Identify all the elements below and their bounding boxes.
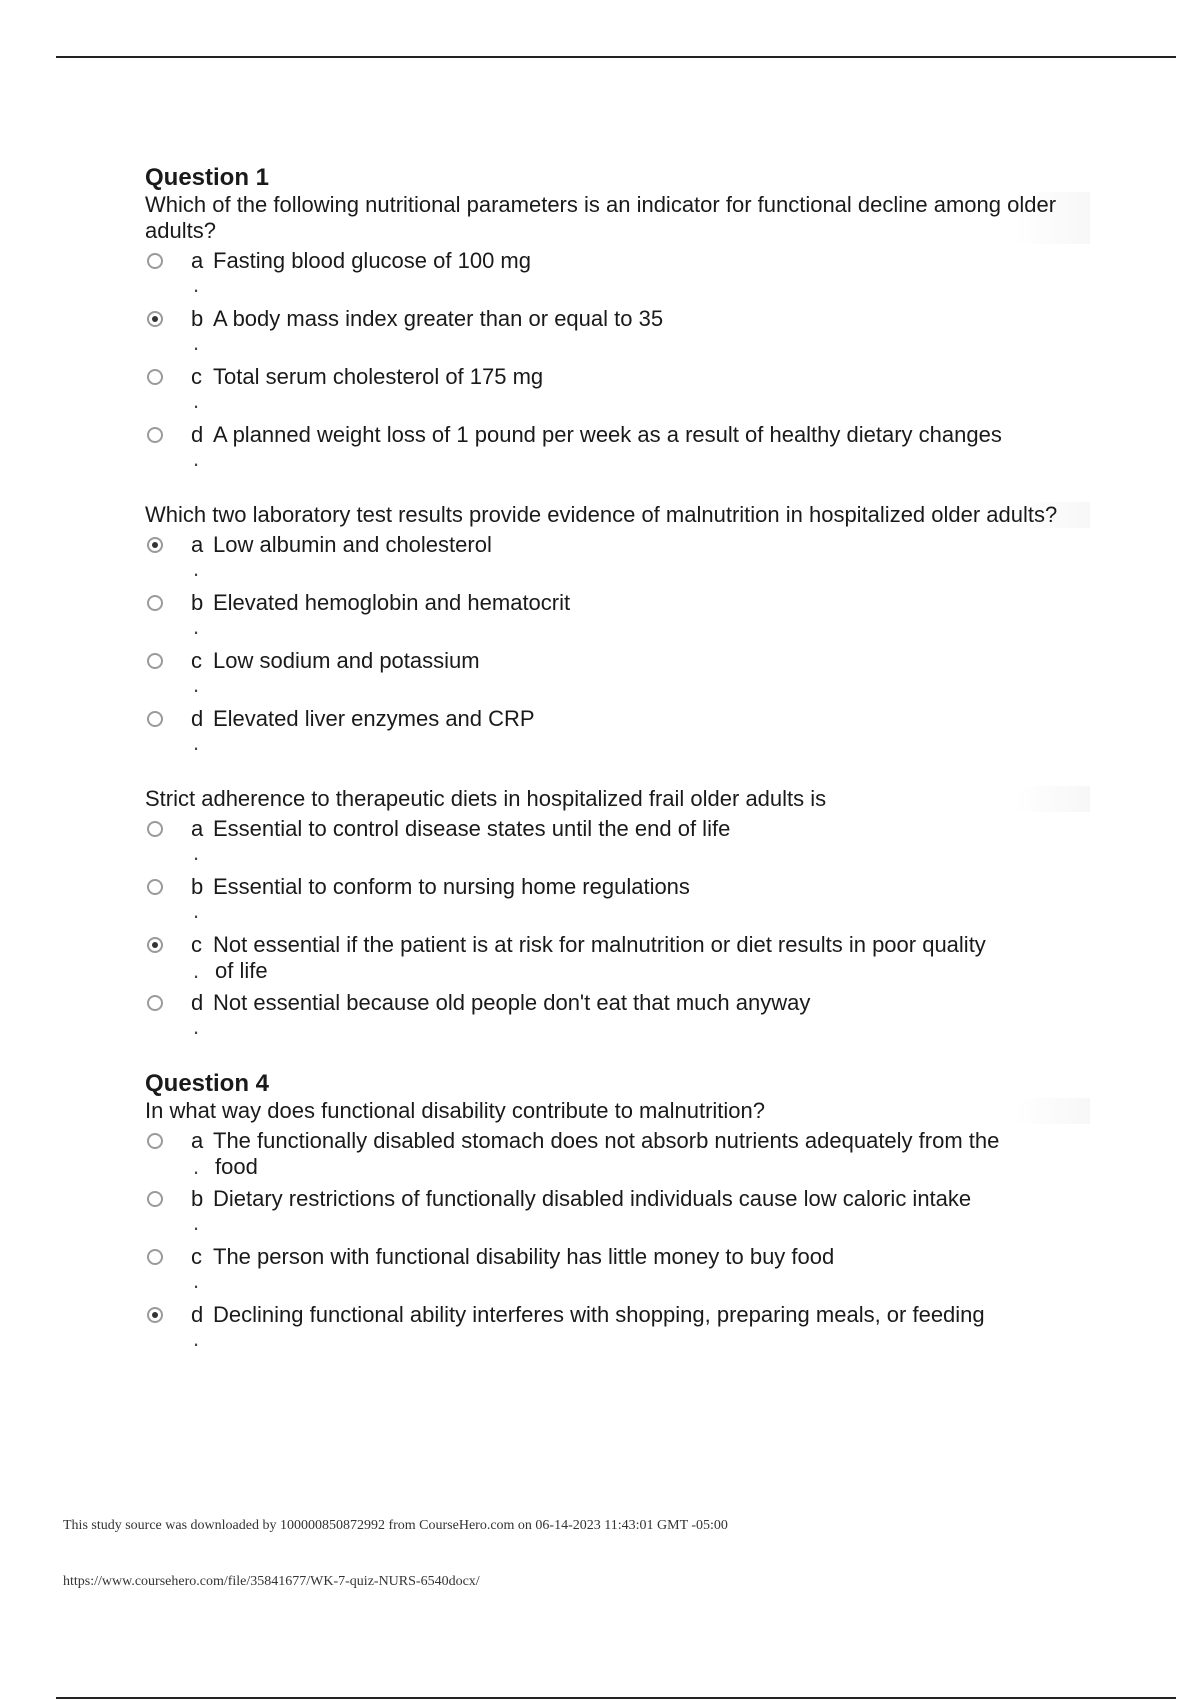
option-dot: . [193,388,200,413]
option-letter: a [191,532,204,557]
option-body [191,1128,999,1180]
source-url: https://www.coursehero.com/file/35841677/WK-7-quiz-NURS-6540docx/ [63,1574,480,1589]
option-body [191,1244,834,1292]
option-dot: . [193,1014,200,1039]
download-source-note: This study source was downloaded by 100000850872992 from CourseHero.com on 06-14-2023 11:43:01 GMT -05:00 [63,1518,728,1533]
answer-option[interactable] [145,874,1090,932]
option-text: Fasting blood glucose of 100 mg [213,248,531,273]
question-title: Question 4 [145,1070,270,1097]
option-text: A planned weight loss of 1 pound per week as a result of healthy dietary changes [213,422,1002,447]
option-letter: a [191,248,204,273]
answer-option[interactable] [145,1302,1090,1360]
answer-options [145,1128,1090,1360]
option-letter: b [191,874,204,899]
option-letter: a [191,1128,204,1153]
radio-selected-icon[interactable] [147,1307,163,1323]
option-text: Not essential because old people don't eat that much anyway [213,990,811,1015]
answer-option[interactable] [145,590,1090,648]
option-line [191,306,663,332]
option-body [191,422,1002,470]
question-title: Question 1 [145,164,270,191]
radio-unselected-icon[interactable] [147,595,163,611]
option-dot: . [193,672,200,697]
option-letter: c [191,932,202,957]
answer-option[interactable] [145,364,1090,422]
radio-unselected-icon[interactable] [147,653,163,669]
option-text: Low sodium and potassium [213,648,480,673]
option-body [191,990,810,1038]
option-line [191,932,986,958]
option-letter: d [191,422,204,447]
option-body [191,306,663,354]
option-letter: c [191,1244,202,1269]
answer-options [145,816,1090,1048]
option-text: Declining functional ability interferes with shopping, preparing meals, or feeding [213,1302,985,1327]
option-line [191,1128,999,1154]
option-line [191,648,480,674]
option-body [191,932,986,984]
option-body [191,532,492,580]
option-dot: . [193,556,200,581]
option-text: The person with functional disability has little money to buy food [213,1244,835,1269]
option-text-continued: of life [215,958,268,983]
option-letter: b [191,306,204,331]
option-dot: . [193,446,200,471]
answer-option[interactable] [145,706,1090,764]
option-line [191,706,535,732]
answer-option[interactable] [145,990,1090,1048]
option-text: Essential to control disease states until the end of life [213,816,731,841]
option-dot: . [193,272,200,297]
answer-option[interactable] [145,1244,1090,1302]
option-text: Essential to conform to nursing home regulations [213,874,690,899]
option-letter: a [191,816,204,841]
option-text: The functionally disabled stomach does not absorb nutrients adequately from the [213,1128,1000,1153]
answer-option[interactable] [145,1128,1090,1186]
radio-selected-icon[interactable] [147,537,163,553]
option-letter: b [191,590,204,615]
option-dot: . [193,730,200,755]
option-dot: . [193,958,200,983]
option-dot: . [193,840,200,865]
option-body [191,874,690,922]
option-line [191,248,531,274]
option-letter: d [191,990,204,1015]
option-dot: . [193,1326,200,1351]
option-line [191,1302,985,1328]
answer-options [145,248,1090,480]
option-text: Low albumin and cholesterol [213,532,492,557]
answer-option[interactable] [145,816,1090,874]
option-line [191,364,543,390]
option-dot: . [193,330,200,355]
option-body [191,248,531,296]
radio-unselected-icon[interactable] [147,369,163,385]
option-dot: . [193,1154,200,1179]
radio-unselected-icon[interactable] [147,253,163,269]
option-line [191,1244,834,1270]
option-text: A body mass index greater than or equal to 35 [213,306,664,331]
option-letter: d [191,706,204,731]
radio-unselected-icon[interactable] [147,1133,163,1149]
question-block [145,1070,1090,1360]
radio-unselected-icon[interactable] [147,711,163,727]
option-dot: . [193,614,200,639]
option-line [191,1186,971,1212]
radio-unselected-icon[interactable] [147,995,163,1011]
radio-selected-icon[interactable] [147,311,163,327]
option-letter: c [191,364,202,389]
question-text: Strict adherence to therapeutic diets in hospitalized frail older adults is [145,786,1090,812]
option-body [191,816,730,864]
option-line [191,874,690,900]
option-body [191,1186,971,1234]
option-text: Dietary restrictions of functionally disabled individuals cause low caloric intake [213,1186,972,1211]
top-rule [56,56,1176,58]
quiz-content [145,164,1090,1382]
answer-option[interactable] [145,532,1090,590]
question-text: In what way does functional disability contribute to malnutrition? [145,1098,1090,1124]
option-continuation [191,1154,999,1180]
question-block [145,502,1090,764]
question-text: Which of the following nutritional parameters is an indicator for functional decline among older adults? [145,192,1090,244]
option-text: Not essential if the patient is at risk for malnutrition or diet results in poor quality [213,932,986,957]
option-text: Total serum cholesterol of 175 mg [213,364,544,389]
option-dot: . [193,1268,200,1293]
answer-option[interactable] [145,306,1090,364]
option-body [191,364,543,412]
option-text-continued: food [215,1154,258,1179]
option-line [191,532,492,558]
radio-unselected-icon[interactable] [147,821,163,837]
answer-option[interactable] [145,422,1090,480]
radio-unselected-icon[interactable] [147,427,163,443]
option-line [191,590,570,616]
option-text: Elevated liver enzymes and CRP [213,706,535,731]
option-text: Elevated hemoglobin and hematocrit [213,590,571,615]
option-letter: d [191,1302,204,1327]
option-letter: c [191,648,202,673]
option-line [191,990,810,1016]
bottom-rule [56,1697,1176,1699]
answer-option[interactable] [145,932,1090,990]
answer-option[interactable] [145,648,1090,706]
question-block [145,786,1090,1048]
radio-unselected-icon[interactable] [147,879,163,895]
option-body [191,590,570,638]
answer-option[interactable] [145,248,1090,306]
option-line [191,422,1002,448]
answer-options [145,532,1090,764]
radio-unselected-icon[interactable] [147,1249,163,1265]
option-dot: . [193,898,200,923]
option-letter: b [191,1186,204,1211]
option-line [191,816,730,842]
option-body [191,648,480,696]
question-text: Which two laboratory test results provide evidence of malnutrition in hospitalized older adults? [145,502,1090,528]
question-block [145,164,1090,480]
option-dot: . [193,1210,200,1235]
radio-unselected-icon[interactable] [147,1191,163,1207]
option-body [191,706,535,754]
answer-option[interactable] [145,1186,1090,1244]
option-body [191,1302,985,1350]
option-continuation [191,958,986,984]
radio-selected-icon[interactable] [147,937,163,953]
